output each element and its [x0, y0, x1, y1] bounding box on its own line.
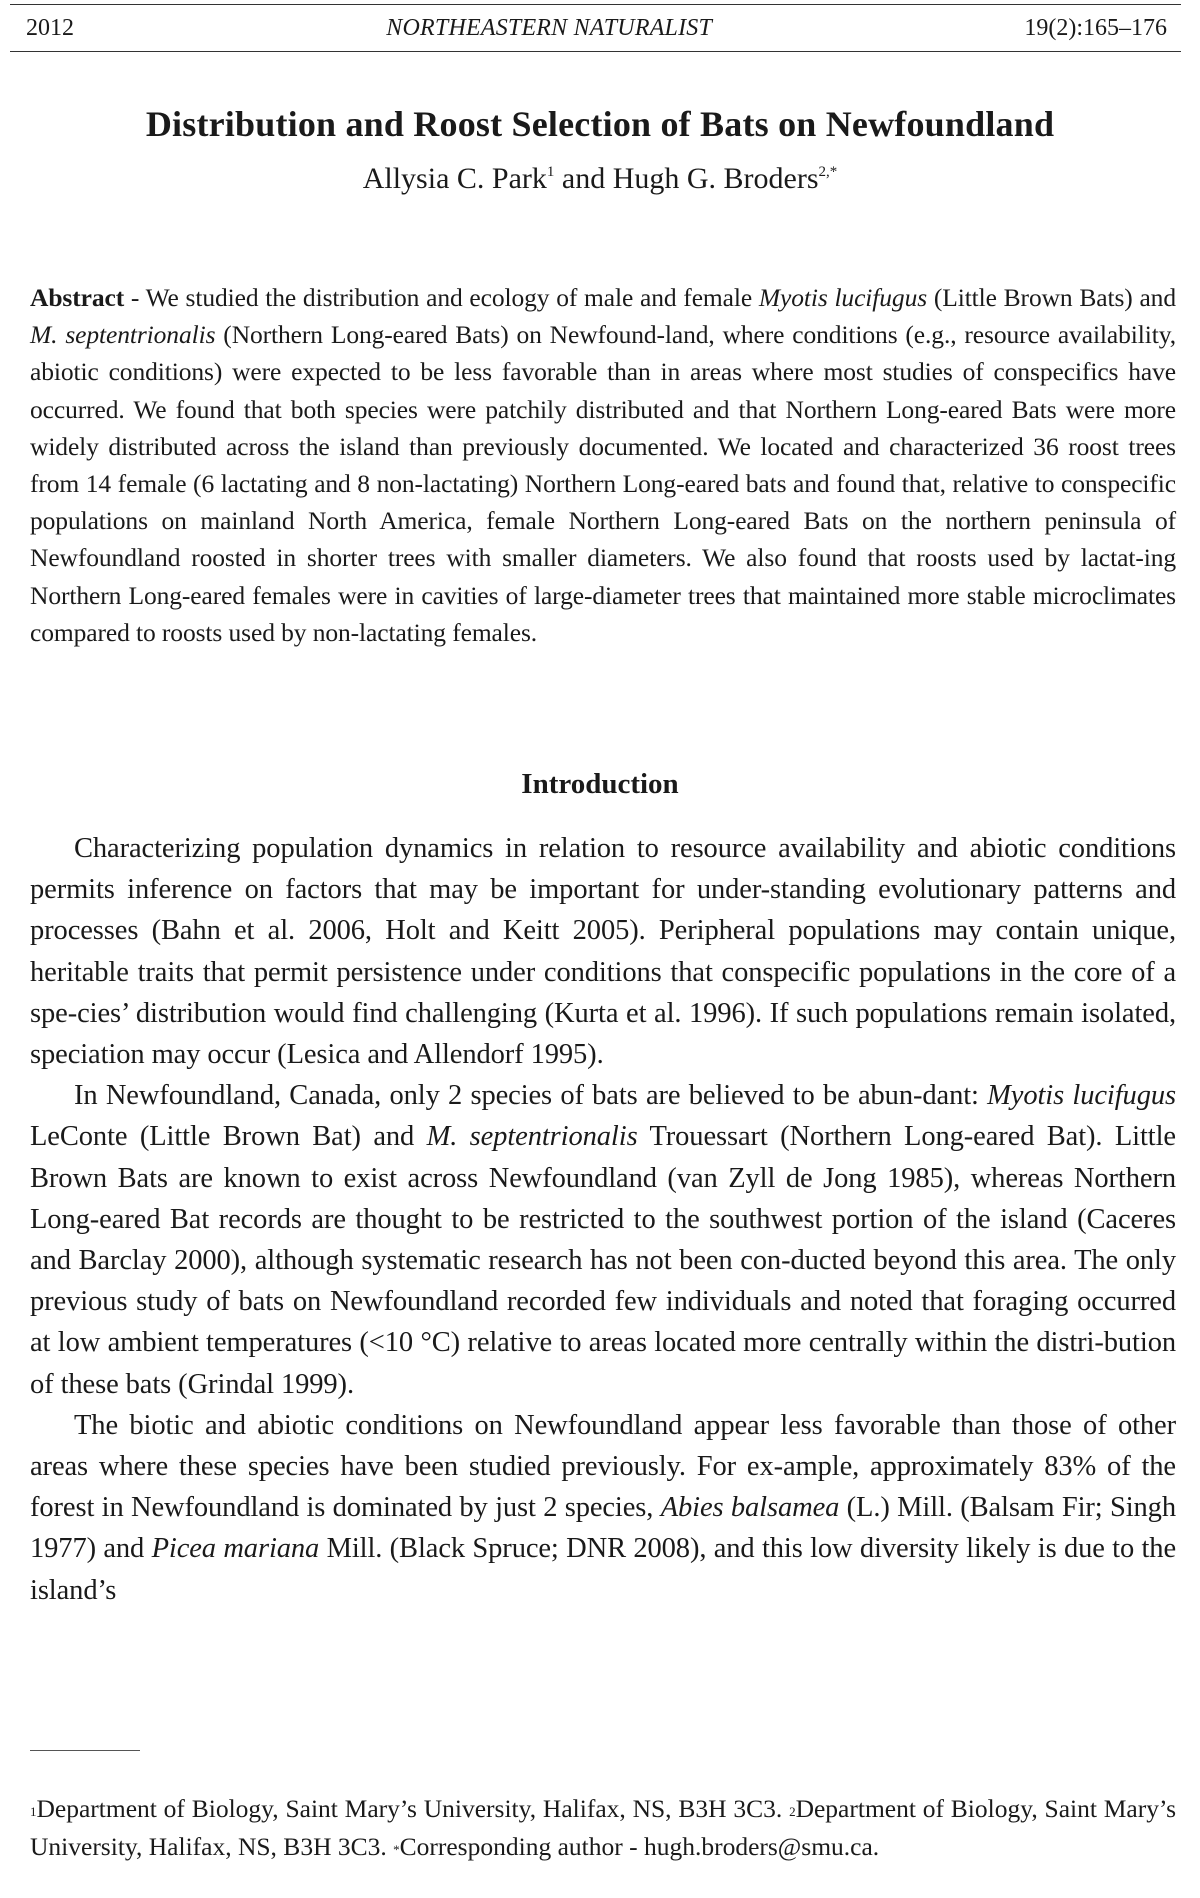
introduction-paragraph: [30, 828, 1176, 1075]
paragraph-text: LeConte (Little Brown Bat) and: [30, 1121, 427, 1153]
author-list: [0, 162, 1200, 196]
paragraph-text: (L.) Mill. (Balsam Fir; Singh 1977) and: [30, 1492, 1176, 1565]
footnote-mark: 2: [789, 1804, 796, 1819]
introduction-paragraph: [30, 1075, 1176, 1405]
footnote-mark: 1: [30, 1804, 37, 1819]
paragraph-text: In Newfoundland, Canada, only 2 species of bats are believed to be abun-dant:: [74, 1080, 988, 1112]
abstract: [30, 279, 1176, 651]
abstract-text: (Little Brown Bats) and: [927, 283, 1176, 312]
running-head-year: 2012: [26, 14, 74, 41]
section-heading-introduction: Introduction: [521, 768, 679, 800]
footnote-text: Department of Biology, Saint Mary’s University, Halifax, NS, B3H 3C3.: [36, 1794, 790, 1823]
abstract-text: (Northern Long-eared Bats) on Newfound-land, where conditions (e.g., resource availability, abiotic conditions) were expected to be less favorable than in areas where most studies of conspecifics have occurred. We found that both species were patchily distributed and that Northern Long-eared Bats were more widely distributed across the island than previously documented. We located and characterized 36 roost trees from 14 female (6 lactating and 8 non-lactating) Northern Long-eared bats and found that, relative to conspecific populations on mainland North America, female Northern Long-eared Bats on the northern peninsula of Newfoundland roosted in shorter trees with smaller diameters. We also found that roosts used by lactat-ing Northern Long-eared females were in cavities of large-diameter trees that maintained more stable microclimates compared to roosts used by non-lactating females.: [30, 320, 1176, 647]
species-name: Abies balsamea: [660, 1492, 840, 1524]
author-connector: and: [554, 162, 613, 195]
footnote-text: Department of Biology, Saint Mary’s University, Halifax, NS, B3H 3C3.: [30, 1794, 1176, 1861]
introduction-body: [30, 828, 1176, 1611]
species-name: Myotis lucifugus: [758, 283, 928, 312]
species-name: M. septentrionalis: [30, 320, 216, 350]
author-2-name: Hugh G. Broders: [612, 162, 819, 195]
author-2-affiliation-mark: 2,*: [818, 164, 838, 180]
introduction-paragraph: [30, 1405, 1176, 1611]
species-name: M. septentrionalis: [426, 1121, 638, 1153]
abstract-label: Abstract: [30, 283, 125, 312]
paragraph-text: Trouessart (Northern Long-eared Bat). Little Brown Bats are known to exist across Newfoundland (van Zyll de Jong 1985), whereas Northern Long-eared Bat records are thought to be restricted to the southwest portion of the island (Caceres and Barclay 2000), although systematic research has not been con-ducted beyond this area. The only previous study of bats on Newfoundland recorded few individuals and noted that foraging occurred at low ambient temperatures (<10 °C) relative to areas located more centrally within the distri-bution of these bats (Grindal 1999).: [30, 1121, 1176, 1400]
abstract-body: [30, 283, 1176, 647]
paragraph-text: The biotic and abiotic conditions on Newfoundland appear less favorable than those of other areas where these species have been studied previously. For ex-ample, approximately 83% of the forest in Newfoundland is dominated by just 2 species,: [30, 1409, 1176, 1524]
running-head: [10, 4, 1181, 52]
footnotes: [30, 1790, 1176, 1865]
species-name: Picea mariana: [151, 1533, 320, 1565]
footnote-text: Corresponding author - hugh.broders@smu.ca.: [399, 1831, 880, 1861]
species-name: Myotis lucifugus: [987, 1080, 1176, 1112]
abstract-text: We studied the distribution and ecology of male and female: [145, 283, 759, 312]
article-title: Distribution and Roost Selection of Bats on Newfoundland: [145, 104, 1055, 144]
author-1-name: Allysia C. Park: [362, 162, 547, 195]
abstract-separator: -: [124, 283, 146, 312]
running-head-volume-pages: 19(2):165–176: [1024, 14, 1167, 41]
paragraph-text: Characterizing population dynamics in relation to resource availability and abiotic conditions permits inference on factors that may be important for under-standing evolutionary patterns and processes (Bahn et al. 2006, Holt and Keitt 2005). Peripheral populations may contain unique, heritable traits that permit persistence under conditions that conspecific populations in the core of a spe-cies’ distribution would find challenging (Kurta et al. 1996). If such populations remain isolated, speciation may occur (Lesica and Allendorf 1995).: [30, 833, 1176, 1071]
running-head-journal: NORTHEASTERN NATURALIST: [386, 14, 713, 41]
footnote-mark: *: [393, 1841, 400, 1857]
paragraph-text: Mill. (Black Spruce; DNR 2008), and this low diversity likely is due to the island’s: [30, 1533, 1177, 1606]
footnote-divider: [30, 1750, 140, 1751]
author-1-affiliation-mark: 1: [546, 164, 555, 180]
